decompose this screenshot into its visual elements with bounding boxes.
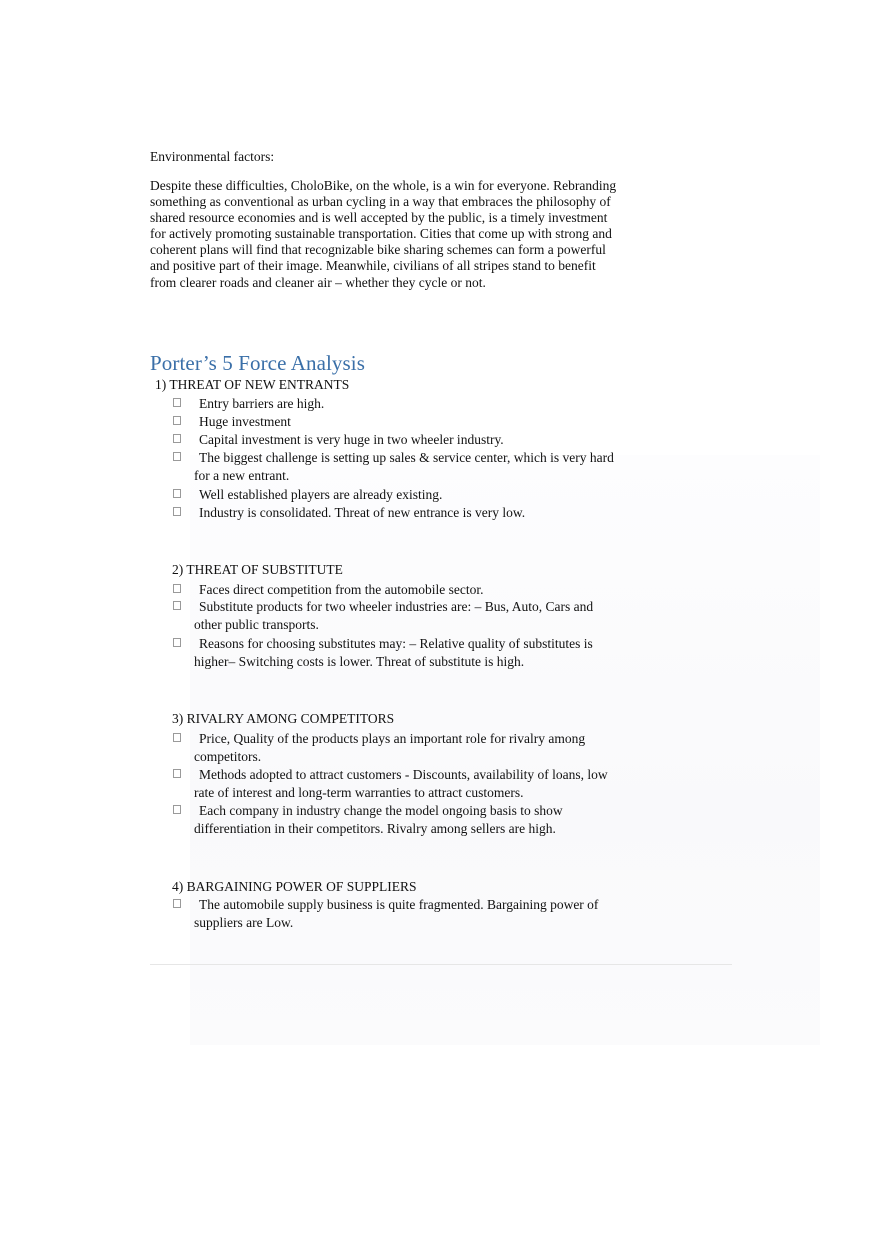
bullet-text: Capital investment is very huge in two wheeler industry. [199,432,504,447]
checkbox-icon [173,434,181,443]
section-heading-suppliers: 4) BARGAINING POWER OF SUPPLIERS [172,879,417,894]
environmental-heading: Environmental factors: [150,149,275,164]
checkbox-icon [173,416,181,425]
bullet-text: Industry is consolidated. Threat of new entrance is very low. [199,505,526,520]
section-heading-rivalry: 3) RIVALRY AMONG COMPETITORS [172,711,395,726]
checkbox-icon [173,584,181,593]
bullet-text-continued: for a new entrant. [194,468,290,484]
bullet-text: Methods adopted to attract customers - Discounts, availability of loans, low [199,767,608,782]
checkbox-icon [173,899,181,908]
horizontal-divider [150,964,732,965]
checkbox-icon [173,507,181,516]
bullet-text: Substitute products for two wheeler industries are: – Bus, Auto, Cars and [199,599,594,614]
environmental-paragraph: Despite these difficulties, CholoBike, on the whole, is a win for everyone. Rebranding something as conventional as urban cycling in a way that embraces the philosophy of shared resource economies and is well accepted by the public, is a timely investment for actively promoting sustainable transportation. Cities that come up with strong and coherent plans will find that recognizable bike sharing schemes can form a powerful and positive part of their image. Meanwhile, civilians of all stripes stand to benefit from clearer roads and cleaner air – whether they cycle or not. [150,178,617,290]
page-shading [190,455,820,1045]
bullet-text: Each company in industry change the model ongoing basis to show [199,803,563,818]
checkbox-icon [173,601,181,610]
checkbox-icon [173,733,181,742]
bullet-text: Price, Quality of the products plays an important role for rivalry among [199,731,586,746]
checkbox-icon [173,452,181,461]
section-heading-new-entrants: 1) THREAT OF NEW ENTRANTS [155,377,350,392]
bullet-text: Huge investment [199,414,291,429]
bullet-text-continued: other public transports. [194,617,319,633]
checkbox-icon [173,805,181,814]
bullet-text-continued: rate of interest and long-term warranties to attract customers. [194,785,524,801]
checkbox-icon [173,489,181,498]
bullet-text-continued: competitors. [194,749,262,765]
bullet-text: Reasons for choosing substitutes may: – Relative quality of substitutes is [199,636,593,651]
checkbox-icon [173,398,181,407]
bullet-text-continued: suppliers are Low. [194,915,294,931]
bullet-text-continued: higher– Switching costs is lower. Threat of substitute is high. [194,654,525,670]
checkbox-icon [173,769,181,778]
section-heading-substitute: 2) THREAT OF SUBSTITUTE [172,562,343,577]
checkbox-icon [173,638,181,647]
bullet-text: Entry barriers are high. [199,396,325,411]
bullet-text: Faces direct competition from the automobile sector. [199,582,484,597]
bullet-text: Well established players are already existing. [199,487,443,502]
bullet-text: The biggest challenge is setting up sales & service center, which is very hard [199,450,614,465]
bullet-text-continued: differentiation in their competitors. Rivalry among sellers are high. [194,821,556,837]
porter-title: Porter’s 5 Force Analysis [150,351,366,375]
bullet-text: The automobile supply business is quite fragmented. Bargaining power of [199,897,599,912]
